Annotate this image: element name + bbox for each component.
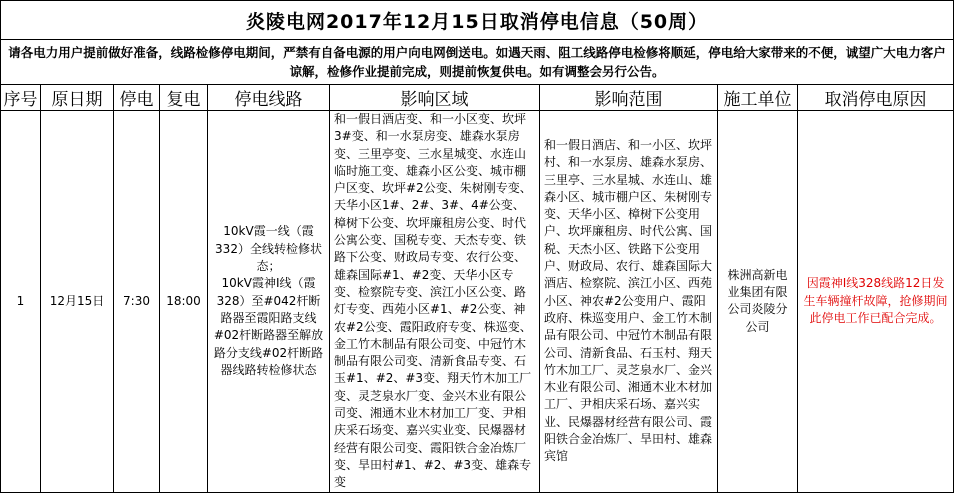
header-on: 复电 xyxy=(160,85,208,111)
cell-on-time: 18:00 xyxy=(160,111,208,493)
cell-scope: 和一假日酒店、和一小区、坎坪村、和一水泵房、雄森水泵房、三里亭、三水星城、水连山、雄森小区、城市棚户区、朱树刚专变、天华小区、樟树下公变用户、坎坪廉租房、时代公寓、国税、天杰小区、铁路下公变用户、财政局、农行、雄森国际大酒店、检察院、滨江小区、西苑小区、神农#2公变用户、霞阳政府、株巡变用户、金工竹木制品有限公司、中冠竹木制品有限公司、清新食品、石玉村、翔天竹木加工厂、灵芝泉水厂、金兴木业有限公司、湘通木业木材加工厂、尹相庆采石场、嘉兴实业、民爆器材经营有限公司、霞阳铁合金冶炼厂、旱田村、雄森宾馆 xyxy=(540,111,718,493)
cell-area: 和一假日酒店变、和一小区变、坎坪3#变、和一水泵房变、雄森水泵房变、三里亭变、三水星城变、水连山临时施工变、雄森小区公变、城市棚户区变、坎坪#2公变、朱树刚专变、天华小区1#、2#、3#、4#公变、樟树下公变、坎坪廉租房公变、时代公寓公变、国税专变、天杰专变、铁路下公变、财政局专变、农行公变、雄森国际#1、#2变、天华小区专变、检察院专变、滨江小区公变、路灯专变、西苑小区#1、#2公变、神农#2公变、霞阳政府专变、株巡变、金工竹木制品有限公司变、中冠竹木制品有限公司变、清新食品专变、石玉#1、#2、#3变、翔天竹木加工厂变、灵芝泉水厂变、金兴木业有限公司变、湘通木业木材加工厂变、尹相庆采石场变、嘉兴实业变、民爆器材经营有限公司变、霞阳铁合金冶炼厂变、旱田村#1、#2、#3变、雄森专变 xyxy=(330,111,540,493)
cell-reason: 因霞神Ⅰ线328线路12日发生车辆撞杆故障，抢修期间此停电工作已配合完成。 xyxy=(798,111,954,493)
cell-date: 12月15日 xyxy=(41,111,114,493)
header-scope: 影响范围 xyxy=(540,85,718,111)
header-row xyxy=(1,85,954,111)
notice-text: 请各电力用户提前做好准备，线路检修停电期间，严禁有自备电源的用户向电网倒送电。如遇天雨、阻工线路停电检修将顺延，停电给大家带来的不便，诚望广大电力客户谅解，检修作业提前完成，则提前恢复供电。如有调整会另行公告。 xyxy=(1,40,954,85)
header-date: 原日期 xyxy=(41,85,114,111)
page-title: 炎陵电网2017年12月15日取消停电信息（50周） xyxy=(1,1,954,40)
header-off: 停电 xyxy=(114,85,160,111)
table-row xyxy=(1,111,954,493)
header-reason: 取消停电原因 xyxy=(798,85,954,111)
cell-line: 10kV霞一线（霞332）全线转检修状态； 10kV霞神Ⅰ线（霞328）至#042杆断路器至霞阳路支线#02杆断路器至解放路分支线#02杆断路器线路转检修状态 xyxy=(208,111,330,493)
cell-unit: 株洲高新电业集团有限公司炎陵分公司 xyxy=(718,111,798,493)
header-unit: 施工单位 xyxy=(718,85,798,111)
cell-off-time: 7:30 xyxy=(114,111,160,493)
header-line: 停电线路 xyxy=(208,85,330,111)
header-area: 影响区域 xyxy=(330,85,540,111)
header-seq: 序号 xyxy=(1,85,41,111)
cell-seq: 1 xyxy=(1,111,41,493)
